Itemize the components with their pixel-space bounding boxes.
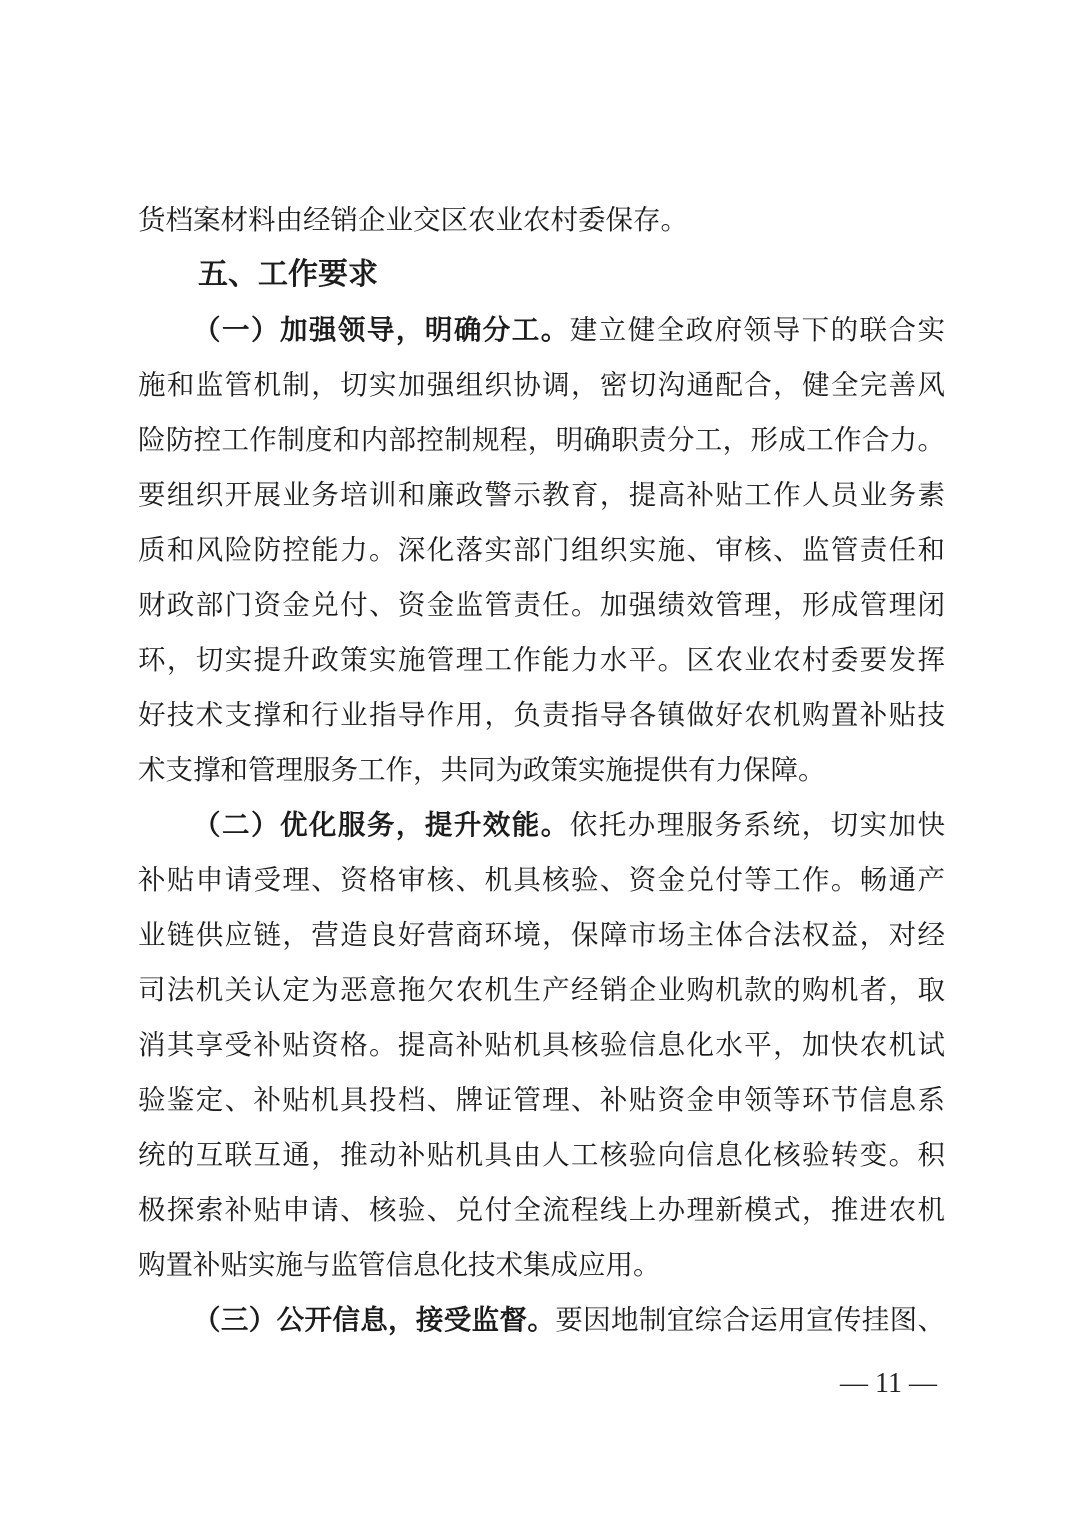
paragraph-lead: （二）优化服务，提升效能。 (193, 809, 570, 840)
text-line: 险防控工作制度和内部控制规程，明确职责分工，形成工作合力。 (138, 424, 945, 455)
text-line: 司法机关认定为恶意拖欠农机生产经销企业购机款的购机者，取 (138, 974, 945, 1005)
text-line: 消其享受补贴资格。提高补贴机具核验信息化水平，加快农机试 (138, 1029, 945, 1060)
text-line: 施和监管机制，切实加强组织协调，密切沟通配合，健全完善风 (138, 369, 945, 400)
text-line: 依托办理服务系统，切实加快 (569, 809, 946, 840)
text-line: 要组织开展业务培训和廉政警示教育，提高补贴工作人员业务素 (138, 479, 945, 510)
text-line: 要因地制宜综合运用宣传挂图、 (555, 1304, 945, 1335)
paragraph-lead: （三）公开信息，接受监督。 (193, 1304, 556, 1335)
text-line: 术支撑和管理服务工作，共同为政策实施提供有力保障。 (138, 754, 826, 785)
page-number: — 11 — (840, 1368, 937, 1399)
text-line: 货档案材料由经销企业交区农业农村委保存。 (138, 204, 688, 235)
text-line: 环，切实提升政策实施管理工作能力水平。区农业农村委要发挥 (138, 644, 945, 675)
text-line: 好技术支撑和行业指导作用，负责指导各镇做好农机购置补贴技 (138, 699, 945, 730)
text-line: 极探索补贴申请、核验、兑付全流程线上办理新模式，推进农机 (138, 1194, 945, 1225)
text-line: 验鉴定、补贴机具投档、牌证管理、补贴资金申领等环节信息系 (138, 1084, 945, 1115)
section-heading: 五、工作要求 (198, 258, 378, 291)
paragraph-lead: （一）加强领导，明确分工。 (193, 314, 570, 345)
text-line: 购置补贴实施与监管信息化技术集成应用。 (138, 1249, 661, 1280)
text-line: 补贴申请受理、资格审核、机具核验、资金兑付等工作。畅通产 (138, 864, 945, 895)
text-line: 财政部门资金兑付、资金监管责任。加强绩效管理，形成管理闭 (138, 589, 945, 620)
paragraph-lead-line (138, 1292, 945, 1347)
text-line: 统的互联互通，推动补贴机具由人工核验向信息化核验转变。积 (138, 1139, 945, 1170)
text-line: 业链供应链，营造良好营商环境，保障市场主体合法权益，对经 (138, 919, 945, 950)
text-line: 建立健全政府领导下的联合实 (569, 314, 946, 345)
paragraph-lead-line (138, 302, 945, 357)
paragraph-lead-line (138, 797, 945, 852)
text-line: 质和风险防控能力。深化落实部门组织实施、审核、监管责任和 (138, 534, 945, 565)
